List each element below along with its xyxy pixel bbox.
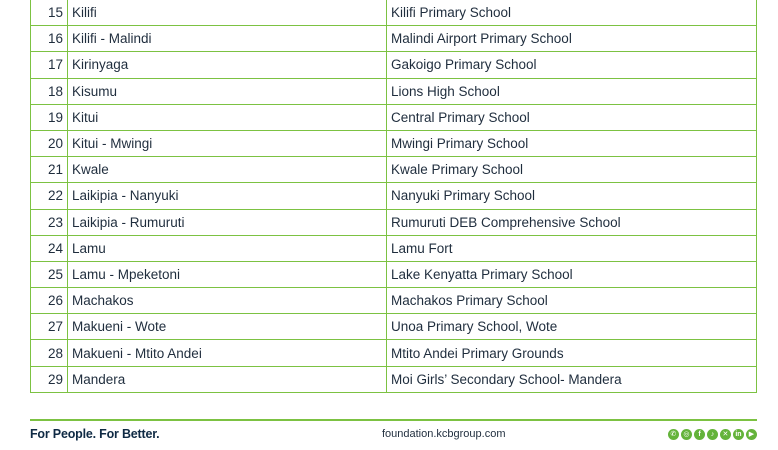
venue-cell: Central Primary School [387,104,757,130]
county-cell: Makueni - Wote [68,314,387,340]
youtube-icon[interactable]: ▶ [746,429,757,440]
row-number-cell: 26 [31,288,68,314]
venue-cell: Kilifi Primary School [387,0,757,26]
table-row [31,104,757,130]
social-icons [668,429,757,440]
footer-divider [30,419,757,421]
row-number-cell: 27 [31,314,68,340]
county-cell: Laikipia - Rumuruti [68,209,387,235]
row-number-cell: 24 [31,235,68,261]
row-number-cell: 19 [31,104,68,130]
facebook-icon[interactable]: f [694,429,705,440]
table-row [31,314,757,340]
footer-website-link[interactable]: foundation.kcbgroup.com [381,428,506,440]
row-number-cell: 18 [31,78,68,104]
county-cell: Kirinyaga [68,52,387,78]
venue-cell: Lamu Fort [387,235,757,261]
venue-cell: Lions High School [387,78,757,104]
county-cell: Machakos [68,288,387,314]
row-number-cell: 23 [31,209,68,235]
venue-cell: Mwingi Primary School [387,130,757,156]
county-cell: Mandera [68,366,387,392]
row-number-cell: 21 [31,157,68,183]
venue-cell: Malindi Airport Primary School [387,26,757,52]
table-row [31,78,757,104]
county-cell: Kilifi [68,0,387,26]
venue-cell: Mtito Andei Primary Grounds [387,340,757,366]
table-row [31,288,757,314]
county-cell: Lamu [68,235,387,261]
table-row [31,340,757,366]
tiktok-icon[interactable]: ♪ [707,429,718,440]
instagram-icon[interactable]: ◎ [681,429,692,440]
table-row [31,235,757,261]
venue-table [30,0,757,393]
county-cell: Kitui [68,104,387,130]
table-row [31,157,757,183]
row-number-cell: 29 [31,366,68,392]
row-number-cell: 17 [31,52,68,78]
county-cell: Kwale [68,157,387,183]
linkedin-icon[interactable]: in [733,429,744,440]
venue-cell: Rumuruti DEB Comprehensive School [387,209,757,235]
row-number-cell: 22 [31,183,68,209]
row-number-cell: 16 [31,26,68,52]
venue-cell: Kwale Primary School [387,157,757,183]
county-cell: Makueni - Mtito Andei [68,340,387,366]
venue-cell: Lake Kenyatta Primary School [387,261,757,287]
venue-table-body [31,0,757,392]
table-row [31,26,757,52]
table-row [31,183,757,209]
venue-cell: Gakoigo Primary School [387,52,757,78]
table-row [31,366,757,392]
row-number-cell: 15 [31,0,68,26]
venue-cell: Moi Girls’ Secondary School- Mandera [387,366,757,392]
table-row [31,209,757,235]
venue-cell: Nanyuki Primary School [387,183,757,209]
footer-tagline: For People. For Better. [30,427,160,441]
row-number-cell: 28 [31,340,68,366]
table-row [31,130,757,156]
row-number-cell: 25 [31,261,68,287]
whatsapp-icon[interactable]: ✆ [668,429,679,440]
x-icon[interactable]: ✕ [720,429,731,440]
table-row [31,52,757,78]
county-cell: Kitui - Mwingi [68,130,387,156]
county-cell: Kisumu [68,78,387,104]
venue-cell: Machakos Primary School [387,288,757,314]
page-footer [30,425,757,443]
row-number-cell: 20 [31,130,68,156]
county-cell: Kilifi - Malindi [68,26,387,52]
table-row [31,0,757,26]
table-row [31,261,757,287]
county-cell: Laikipia - Nanyuki [68,183,387,209]
venue-cell: Unoa Primary School, Wote [387,314,757,340]
county-cell: Lamu - Mpeketoni [68,261,387,287]
